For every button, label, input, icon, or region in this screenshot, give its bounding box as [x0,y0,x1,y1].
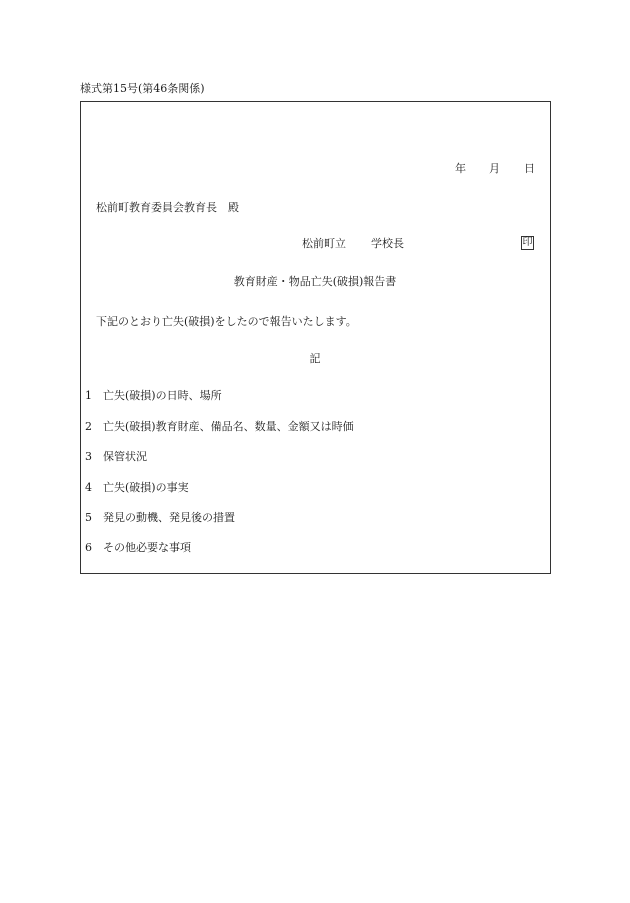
list-item-text: 発見の動機、発見後の措置 [103,511,235,524]
list-item-text: 亡失(破損)の日時、場所 [103,389,222,402]
principal-label: 学校長 [371,237,404,250]
list-item-number: 4 [85,481,92,494]
addressee: 松前町教育委員会教育長 殿 [96,201,239,214]
list-item-number: 1 [85,389,92,402]
list-item-text: 亡失(破損)の事実 [103,481,189,494]
list-item-text: その他必要な事項 [103,541,191,554]
date-year-label: 年 [455,162,466,175]
list-item-text: 亡失(破損)教育財産、備品名、数量、金額又は時価 [103,420,354,433]
list-item-number: 5 [85,511,92,524]
date-month-label: 月 [489,162,500,175]
list-item-number: 6 [85,541,92,554]
document-title: 教育財産・物品亡失(破損)報告書 [233,275,397,288]
list-item-number: 2 [85,420,92,433]
date-day-label: 日 [524,162,535,175]
seal-mark: 印 [522,237,533,248]
date-line [0,163,630,177]
intro-text: 下記のとおり亡失(破損)をしたので報告いたします。 [96,315,357,328]
list-item-number: 3 [85,450,92,463]
form-number-label: 様式第15号(第46条関係) [80,82,205,95]
ki-heading: 記 [309,352,321,365]
sender-line [0,238,630,254]
school-prefix: 松前町立 [302,237,346,250]
list-item-text: 保管状況 [103,450,147,463]
